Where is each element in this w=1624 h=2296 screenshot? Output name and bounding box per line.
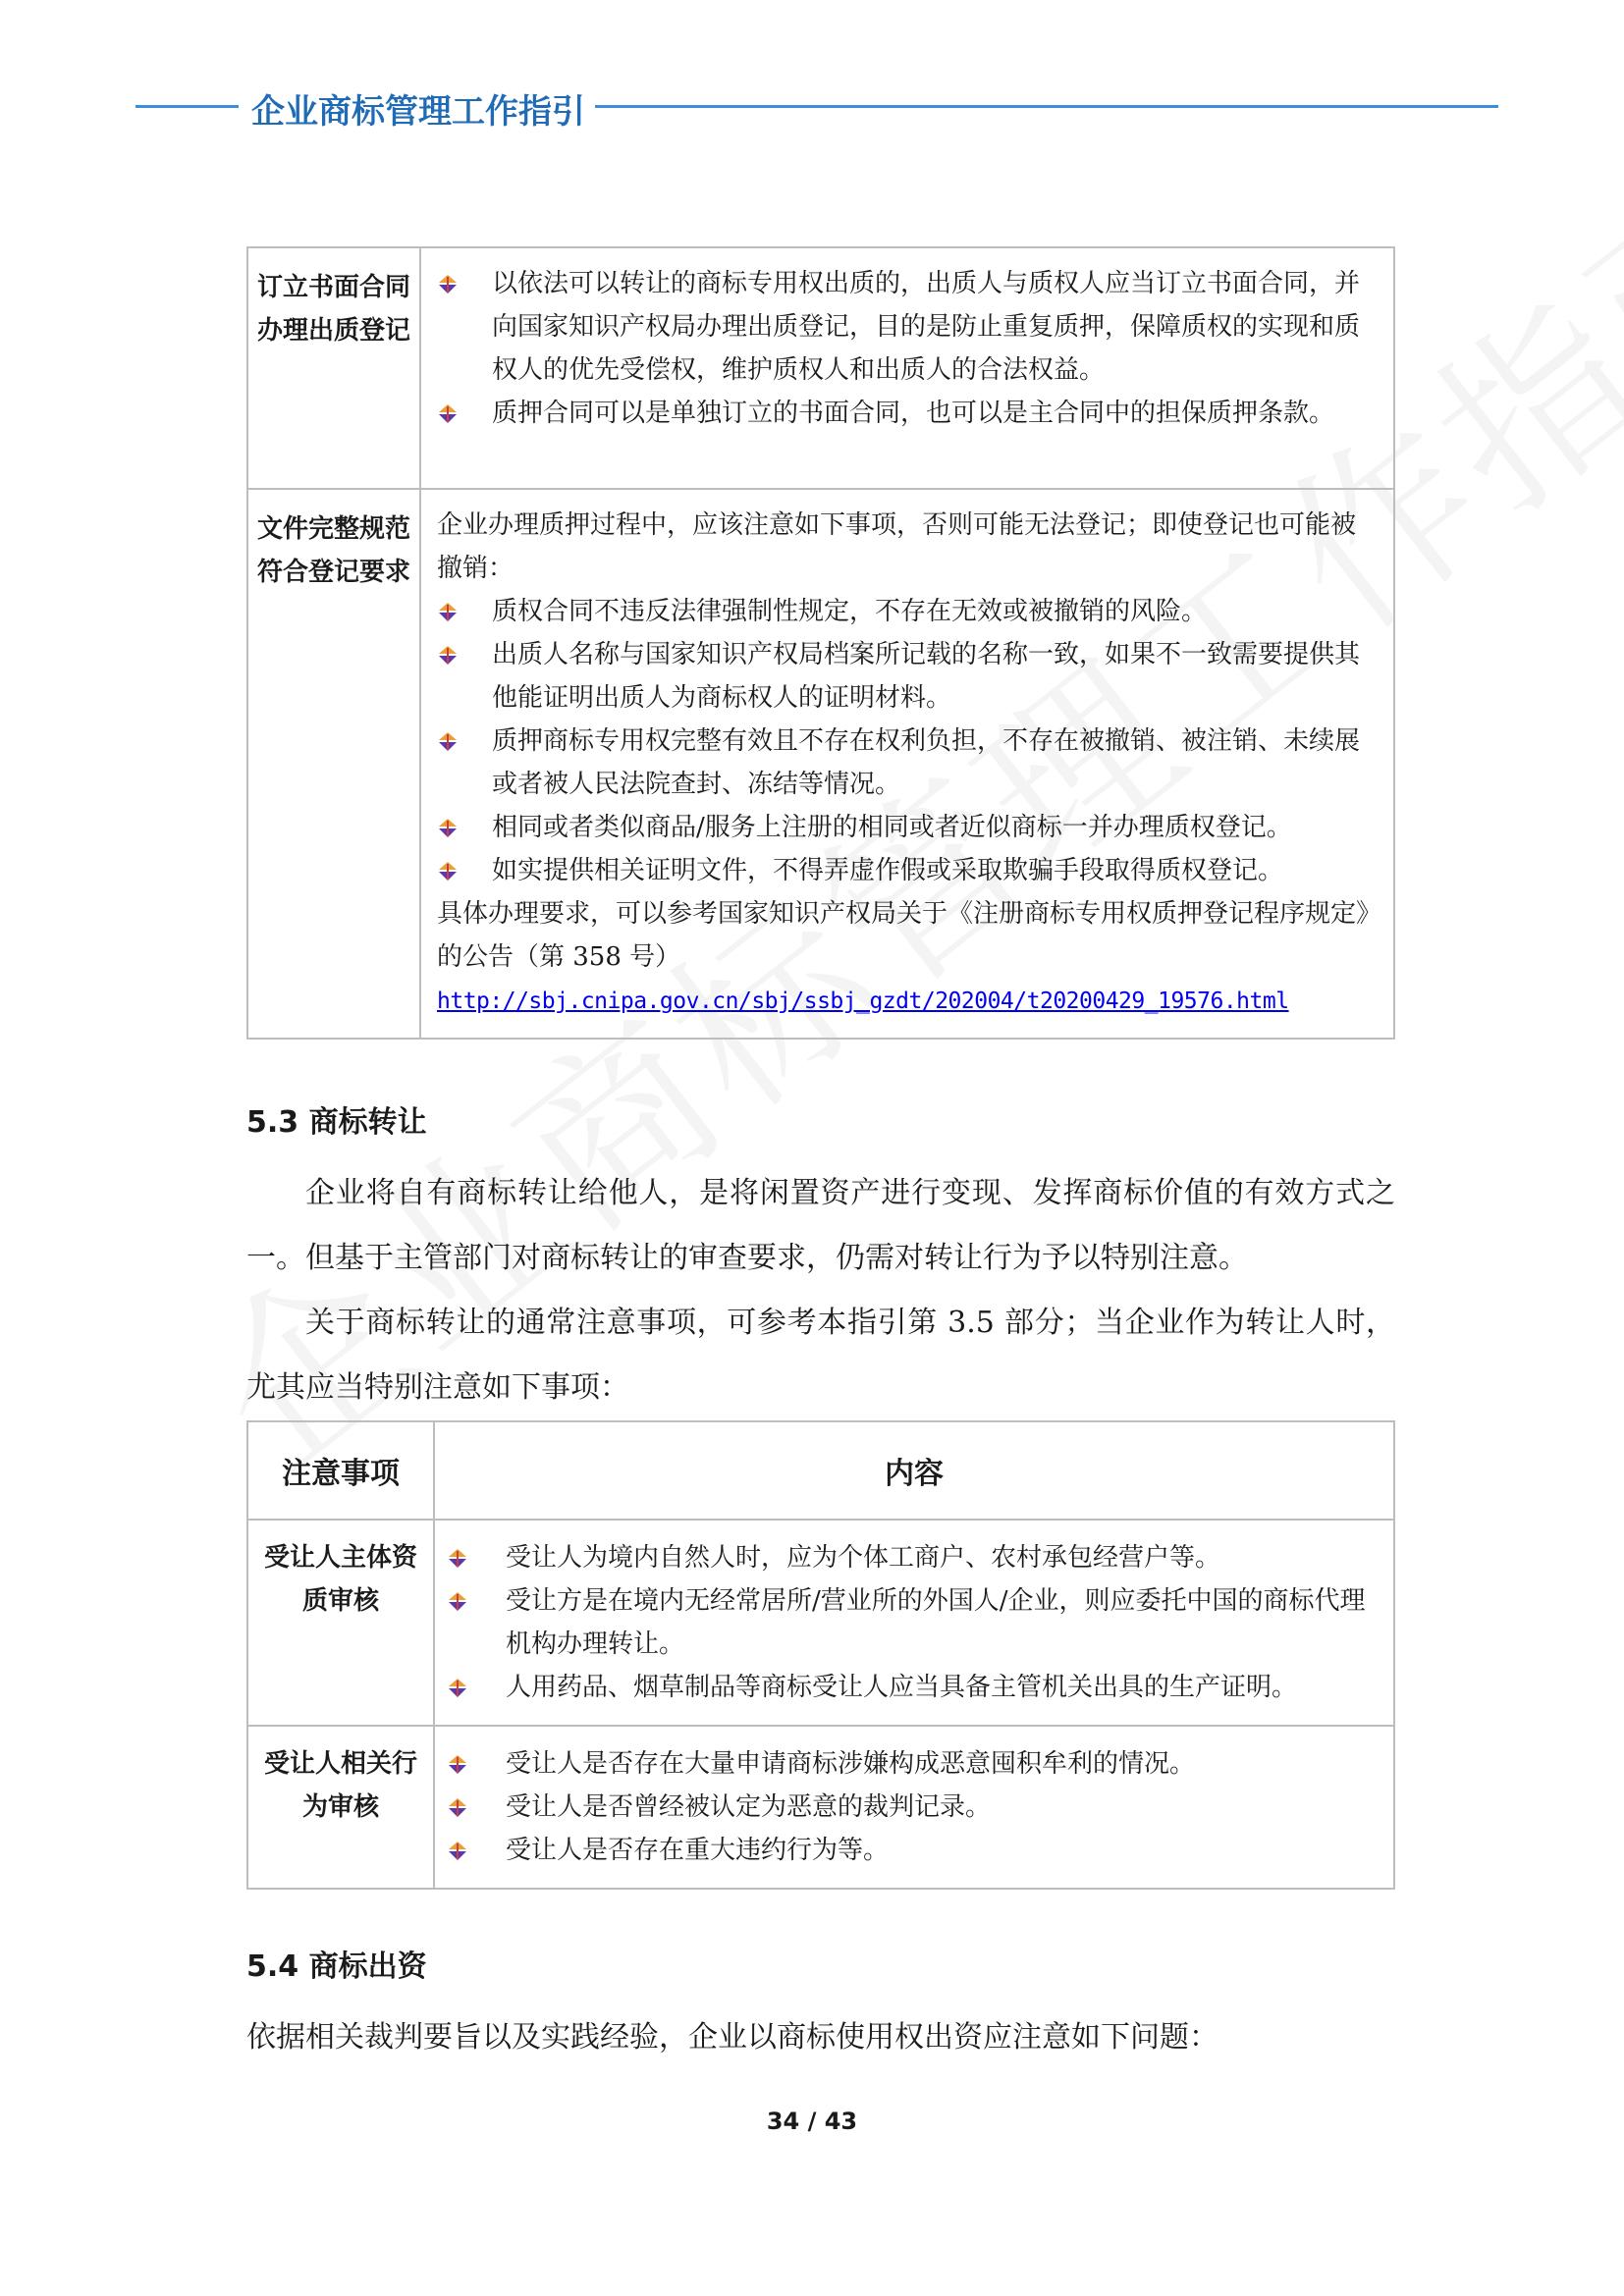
bullet-text: 受让人是否曾经被认定为恶意的裁判记录。 [506, 1792, 992, 1822]
page-header [135, 84, 1498, 132]
bullet-text: 如实提供相关证明文件，不得弄虚作假或采取欺骗手段取得质权登记。 [492, 856, 1284, 885]
row-label: 受让人主体资质审核 [247, 1520, 434, 1726]
list-item [437, 262, 1374, 392]
column-header: 内容 [434, 1421, 1394, 1520]
bullet-icon [447, 1666, 506, 1709]
paragraph: 企业将自有商标转让给他人，是将闲置资产进行变现、发挥商标价值的有效方式之一。但基于主管部门对商标转让的审查要求，仍需对转让行为予以特别注意。 [246, 1176, 1395, 1275]
header-rule-left [135, 105, 239, 108]
bullet-text: 质押商标专用权完整有效且不存在权利负担，不存在被撤销、被注销、未续展或者被人民法院查封、冻结等情况。 [492, 726, 1361, 799]
transfer-notes-table [246, 1420, 1395, 1890]
table-row [247, 489, 1394, 1039]
bullet-icon [437, 720, 492, 763]
bullet-icon [437, 262, 492, 305]
bullet-icon [437, 806, 492, 849]
list-item [437, 590, 1374, 633]
section-heading-5-3: 5.3 商标转让 [246, 1105, 427, 1140]
bullet-text: 受让方是在境内无经常居所/营业所的外国人/企业，则应委托中国的商标代理机构办理转让。 [506, 1586, 1366, 1659]
bullet-icon [447, 1536, 506, 1579]
bullet-icon [447, 1829, 506, 1872]
row-content [420, 489, 1394, 1039]
page-number: 34 / 43 [766, 2108, 858, 2135]
bullet-text: 质权合同不违反法律强制性规定，不存在无效或被撤销的风险。 [492, 597, 1208, 626]
bullet-text: 受让人是否存在大量申请商标涉嫌构成恶意囤积牟利的情况。 [506, 1749, 1196, 1779]
header-rule-right [595, 105, 1498, 108]
list-item [447, 1786, 1374, 1829]
table-header-row [247, 1421, 1394, 1520]
bullet-icon [437, 633, 492, 676]
list-item [437, 633, 1374, 720]
bullet-icon [437, 590, 492, 633]
list-item [447, 1829, 1374, 1872]
pledge-requirements-table [246, 246, 1395, 1040]
bullet-text: 受让人是否存在重大违约行为等。 [506, 1836, 890, 1865]
list-item [447, 1666, 1374, 1709]
row-label: 订立书面合同办理出质登记 [247, 247, 420, 489]
row-content [420, 247, 1394, 489]
row-content [434, 1726, 1394, 1889]
bullet-text: 人用药品、烟草制品等商标受让人应当具备主管机关出具的生产证明。 [506, 1673, 1298, 1702]
bullet-icon [437, 392, 492, 435]
row-label: 受让人相关行为审核 [247, 1726, 434, 1889]
list-item [447, 1742, 1374, 1786]
bullet-text: 相同或者类似商品/服务上注册的相同或者近似商标一并办理质权登记。 [492, 813, 1292, 842]
intro-text: 企业办理质押过程中，应该注意如下事项，否则可能无法登记；即使登记也可能被撤销： [437, 510, 1357, 583]
list-item [437, 806, 1374, 849]
bullet-text: 质押合同可以是单独订立的书面合同，也可以是主合同中的担保质押条款。 [492, 399, 1335, 428]
table-row [247, 247, 1394, 489]
list-item [447, 1579, 1374, 1666]
reference-link[interactable]: http://sbj.cnipa.gov.cn/sbj/ssbj_gzdt/202004/t20200429_19576.html [437, 988, 1289, 1014]
list-item [447, 1536, 1374, 1579]
bullet-icon [447, 1579, 506, 1623]
row-content [434, 1520, 1394, 1726]
bullet-icon [447, 1786, 506, 1829]
list-item [437, 392, 1374, 435]
outro-text: 具体办理要求，可以参考国家知识产权局关于《注册商标专用权质押登记程序规定》的公告（第 358 号） [437, 899, 1370, 972]
bullet-icon [447, 1742, 506, 1786]
bullet-text: 受让人为境内自然人时，应为个体工商户、农村承包经营户等。 [506, 1543, 1221, 1573]
header-title: 企业商标管理工作指引 [251, 92, 585, 132]
paragraph: 关于商标转让的通常注意事项，可参考本指引第 3.5 部分；当企业作为转让人时，尤其应当特别注意如下事项： [246, 1306, 1395, 1405]
section-heading-5-4: 5.4 商标出资 [246, 1949, 427, 1984]
column-header: 注意事项 [247, 1421, 434, 1520]
paragraph: 依据相关裁判要旨以及实践经验，企业以商标使用权出资应注意如下问题： [246, 2020, 1218, 2055]
list-item [437, 720, 1374, 806]
list-item [437, 849, 1374, 892]
row-label: 文件完整规范符合登记要求 [247, 489, 420, 1039]
bullet-icon [437, 849, 492, 892]
table-row [247, 1520, 1394, 1726]
bullet-text: 以依法可以转让的商标专用权出质的，出质人与质权人应当订立书面合同，并向国家知识产权局办理出质登记，目的是防止重复质押，保障质权的实现和质权人的优先受偿权，维护质权人和出质人的合法权益。 [492, 269, 1361, 385]
table-row [247, 1726, 1394, 1889]
bullet-text: 出质人名称与国家知识产权局档案所记载的名称一致，如果不一致需要提供其他能证明出质人为商标权人的证明材料。 [492, 640, 1361, 713]
